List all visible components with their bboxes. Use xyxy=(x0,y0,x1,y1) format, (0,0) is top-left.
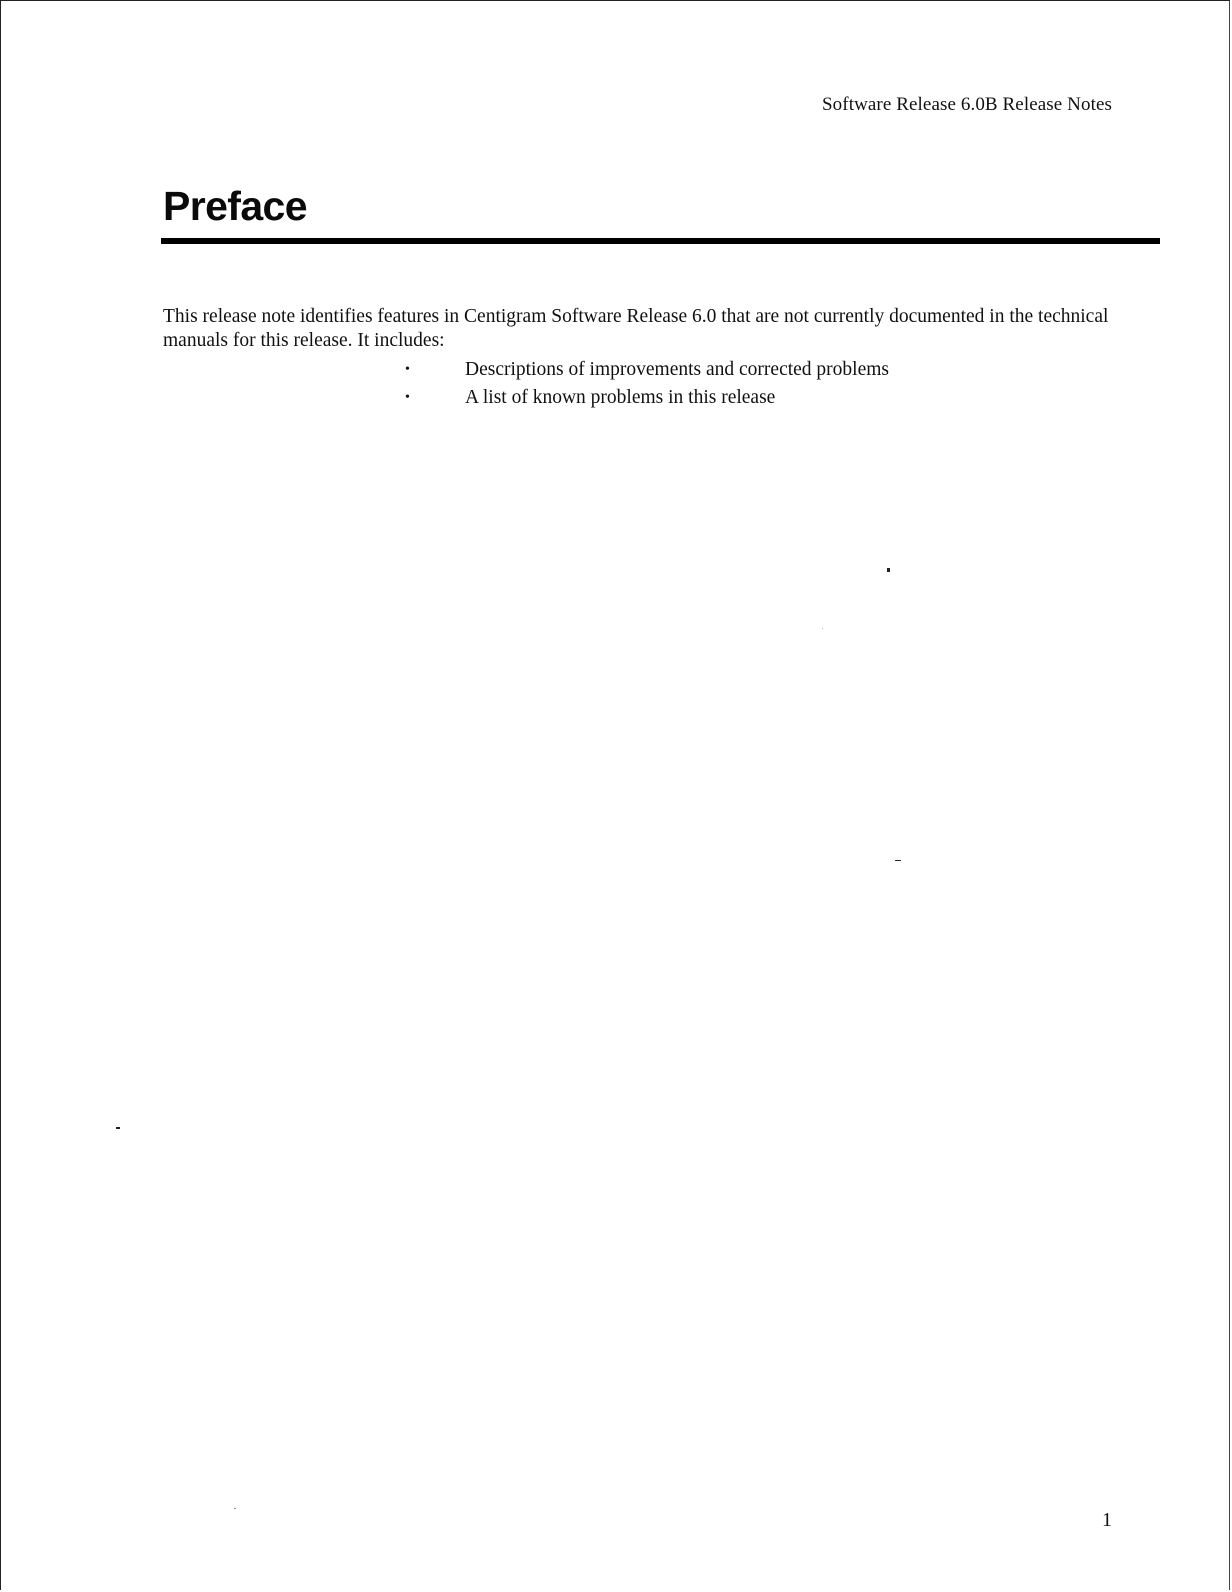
list-item-text: A list of known problems in this release xyxy=(465,387,776,408)
title-rule xyxy=(161,238,1160,244)
bullet-marker: • xyxy=(405,362,410,377)
scan-speck xyxy=(887,568,890,572)
scan-speck xyxy=(234,1508,236,1509)
list-item xyxy=(405,357,889,385)
scan-speck xyxy=(822,628,823,629)
list-item-text: Descriptions of improvements and corrected problems xyxy=(465,359,890,380)
page-title: Preface xyxy=(163,183,307,229)
scan-speck xyxy=(895,860,901,861)
bullet-list xyxy=(405,357,889,413)
intro-paragraph: This release note identifies features in Centigram Software Release 6.0 that are not currently documented in the technical manuals for this release. It includes: xyxy=(163,306,1109,351)
list-item xyxy=(405,385,889,413)
running-header: Software Release 6.0B Release Notes xyxy=(822,94,1112,115)
scan-speck xyxy=(116,1127,120,1129)
bullet-marker: • xyxy=(405,390,410,405)
page-number: 1 xyxy=(1102,1509,1112,1531)
